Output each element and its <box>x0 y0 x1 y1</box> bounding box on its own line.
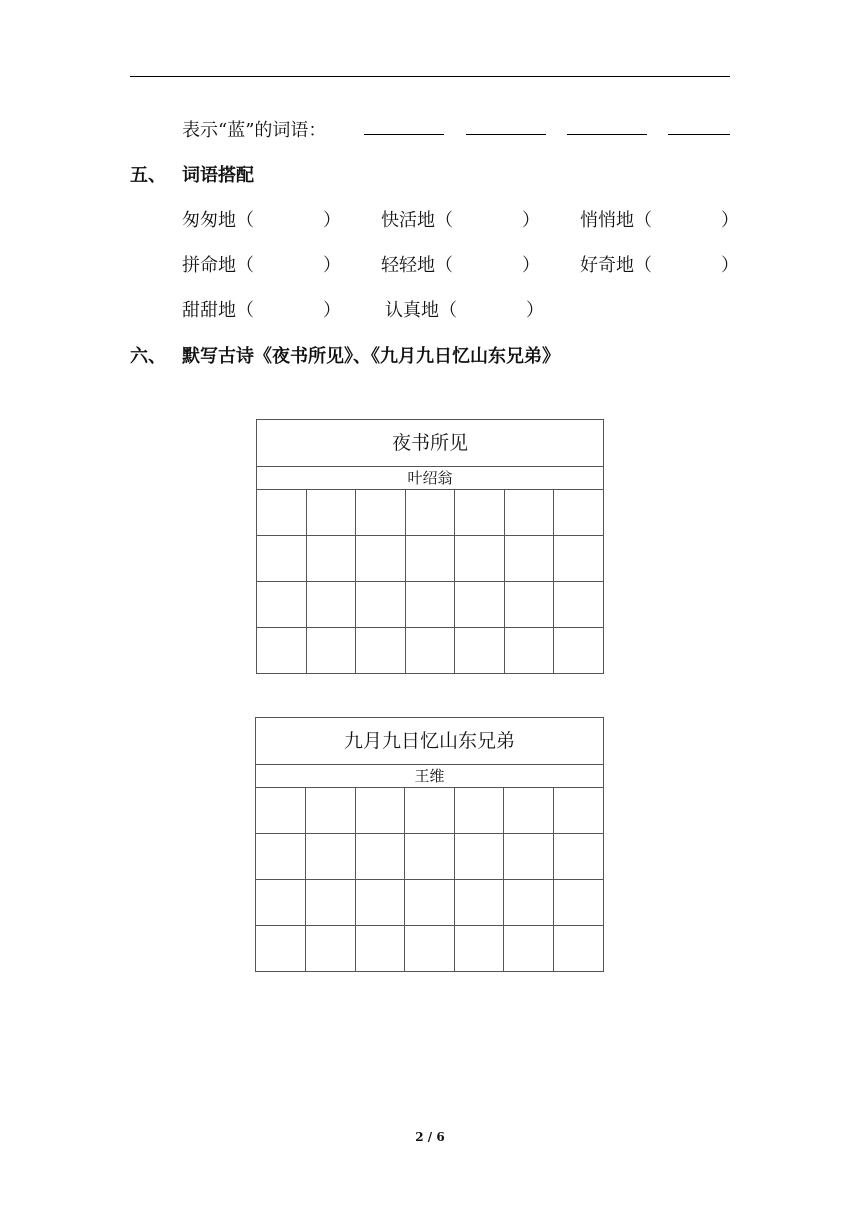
page-number: 2 / 6 <box>415 1130 445 1144</box>
paren-close: ） <box>721 255 739 276</box>
poem-title: 九月九日忆山东兄弟 <box>256 718 603 765</box>
grid-cell[interactable] <box>504 628 553 674</box>
grid-cell[interactable] <box>356 490 405 536</box>
grid-cell[interactable] <box>405 582 454 628</box>
grid-cell[interactable] <box>257 490 306 536</box>
paren-close: ） <box>721 210 739 231</box>
grid-cell[interactable] <box>355 880 405 926</box>
poem-author: 王维 <box>256 765 603 788</box>
grid-cell[interactable] <box>257 536 306 582</box>
grid-cell[interactable] <box>554 628 603 674</box>
grid-cell[interactable] <box>454 834 504 880</box>
grid-cell[interactable] <box>504 788 554 834</box>
grid-cell[interactable] <box>257 628 306 674</box>
grid-cell[interactable] <box>454 788 504 834</box>
grid-cell[interactable] <box>306 926 356 972</box>
paren-close: ） <box>323 255 341 276</box>
answer-blank-3[interactable] <box>567 134 647 135</box>
grid-cell[interactable] <box>306 834 356 880</box>
grid-cell[interactable] <box>553 880 603 926</box>
grid-cell[interactable] <box>256 788 306 834</box>
grid-cell[interactable] <box>554 536 603 582</box>
word-item: 好奇地（ <box>580 255 652 276</box>
grid-cell[interactable] <box>454 880 504 926</box>
grid-cell[interactable] <box>405 788 455 834</box>
answer-blank-2[interactable] <box>466 134 546 135</box>
grid-cell[interactable] <box>504 880 554 926</box>
grid-cell[interactable] <box>553 926 603 972</box>
grid-cell[interactable] <box>355 926 405 972</box>
grid-cell[interactable] <box>306 582 355 628</box>
grid-cell[interactable] <box>356 628 405 674</box>
word-item: 认真地（ <box>385 300 457 321</box>
grid-cell[interactable] <box>356 536 405 582</box>
paren-close: ） <box>522 255 540 276</box>
grid-cell[interactable] <box>405 536 454 582</box>
writing-grid <box>257 490 603 673</box>
grid-cell[interactable] <box>306 788 356 834</box>
section-title: 默写古诗《夜书所见》、《九月九日忆山东兄弟》 <box>182 346 560 367</box>
grid-cell[interactable] <box>553 788 603 834</box>
grid-cell[interactable] <box>405 628 454 674</box>
grid-cell[interactable] <box>306 536 355 582</box>
grid-cell[interactable] <box>553 834 603 880</box>
grid-cell[interactable] <box>504 490 553 536</box>
grid-cell[interactable] <box>554 490 603 536</box>
grid-cell[interactable] <box>256 926 306 972</box>
section-number: 五、 <box>130 165 166 186</box>
grid-cell[interactable] <box>504 834 554 880</box>
grid-cell[interactable] <box>356 582 405 628</box>
word-item: 甜甜地（ <box>182 300 254 321</box>
blue-words-label: 表示“蓝”的词语： <box>182 120 327 141</box>
answer-blank-4[interactable] <box>668 134 730 135</box>
poem-grid-double-ninth <box>255 717 604 972</box>
word-item: 匆匆地（ <box>182 210 254 231</box>
grid-cell[interactable] <box>256 834 306 880</box>
poem-title: 夜书所见 <box>257 420 603 467</box>
grid-cell[interactable] <box>455 628 504 674</box>
grid-cell[interactable] <box>405 490 454 536</box>
writing-grid <box>256 788 603 971</box>
grid-cell[interactable] <box>504 926 554 972</box>
word-item: 快活地（ <box>381 210 453 231</box>
section-6-heading <box>130 342 560 368</box>
word-item: 拼命地（ <box>182 255 254 276</box>
grid-cell[interactable] <box>405 880 455 926</box>
poem-author: 叶绍翁 <box>257 467 603 490</box>
word-item: 轻轻地（ <box>381 255 453 276</box>
grid-cell[interactable] <box>454 926 504 972</box>
grid-cell[interactable] <box>455 536 504 582</box>
poem-grid-night-book <box>256 419 604 674</box>
answer-blank-1[interactable] <box>364 134 444 135</box>
grid-cell[interactable] <box>554 582 603 628</box>
paren-close: ） <box>323 300 341 321</box>
grid-cell[interactable] <box>256 880 306 926</box>
section-5-heading <box>130 161 254 187</box>
grid-cell[interactable] <box>504 536 553 582</box>
grid-cell[interactable] <box>355 788 405 834</box>
section-number: 六、 <box>130 346 166 367</box>
grid-cell[interactable] <box>405 834 455 880</box>
grid-cell[interactable] <box>306 490 355 536</box>
section-title: 词语搭配 <box>182 165 254 186</box>
paren-close: ） <box>522 210 540 231</box>
grid-cell[interactable] <box>306 880 356 926</box>
grid-cell[interactable] <box>355 834 405 880</box>
word-item: 悄悄地（ <box>580 210 652 231</box>
grid-cell[interactable] <box>405 926 455 972</box>
grid-cell[interactable] <box>455 490 504 536</box>
grid-cell[interactable] <box>504 582 553 628</box>
paren-close: ） <box>323 210 341 231</box>
header-rule <box>130 76 730 77</box>
paren-close: ） <box>526 300 544 321</box>
grid-cell[interactable] <box>455 582 504 628</box>
grid-cell[interactable] <box>257 582 306 628</box>
grid-cell[interactable] <box>306 628 355 674</box>
